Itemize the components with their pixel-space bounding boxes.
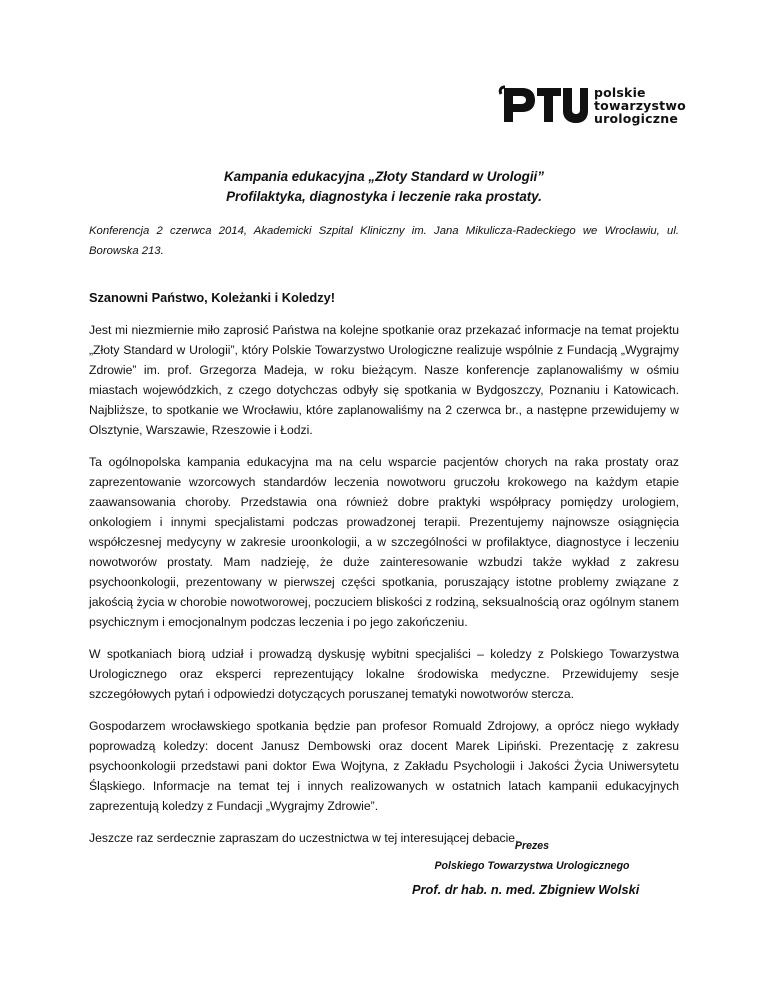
paragraph-4: Gospodarzem wrocławskiego spotkania będzie pan profesor Romuald Zdrojowy, a oprócz niego wykłady poprowadzą koledzy: docent Janusz Dembowski oraz docent Marek Lipiński. Prezentację z zakresu psychoonkologii przedstawi pani doktor Ewa Wojtyna, z Zakładu Psychologii i Jakości Życia Uniwersytetu Śląskiego. Informacje na temat tej i innych realizowanych w ostatnich latach kampanii edukacyjnych zaprezentują koledzy z Fundacji „Wygrajmy Zdrowie”. — [89, 719, 679, 813]
signature-role-title: Prezes — [514, 840, 550, 852]
ptu-logo-mark — [498, 84, 588, 126]
paragraph-2: Ta ogólnopolska kampania edukacyjna ma na celu wsparcie pacjentów chorych na raka prostaty oraz zaprezentowanie wzorcowych standardów leczenia nowotworu gruczołu krokowego na każdym etapie zaawansowania choroby. Przedstawia ona również dobre praktyki współpracy pomiędzy urologiem, onkologiem i innymi specjalistami podczas prowadzonej terapii. Prezentujemy najnowsze osiągnięcia współczesnej medycyny w zakresie uroonkologii, a w szczególności w profilaktyce, diagnostyce i leczeniu nowotworów prostaty. Mam nadzieję, że duże zainteresowanie wzbudzi także wykład z zakresu psychoonkologii, prezentowany w pierwszej części spotkania, poruszający istotne problemy związane z jakością życia w chorobie nowotworowej, poczuciem bliskości z rodziną, seksualnością oraz ogólnym stanem psychicznym i emocjonalnym podczas leczenia i po jego zakończeniu. — [89, 455, 679, 629]
conference-info: Konferencja 2 czerwca 2014, Akademicki Szpital Kliniczny im. Jana Mikulicza-Radeckiego we Wrocławiu, ul. Borowska 213. — [89, 225, 679, 257]
title-line-1: Kampania edukacyjna „Złoty Standard w Urologii” — [224, 169, 544, 184]
greeting: Szanowni Państwo, Koleżanki i Koledzy! — [89, 290, 336, 305]
signature-name: Prof. dr hab. n. med. Zbigniew Wolski — [412, 882, 640, 897]
signature-organization: Polskiego Towarzystwa Urologicznego — [434, 860, 630, 872]
ptu-logo — [498, 84, 686, 126]
ptu-logo-text — [594, 86, 686, 125]
logo-line-2: towarzystwo — [594, 97, 686, 113]
title-line-2: Profilaktyka, diagnostyka i leczenie raka prostaty. — [226, 189, 542, 204]
document-title — [0, 167, 768, 207]
paragraph-1: Jest mi niezmiernie miło zaprosić Państwa na kolejne spotkanie oraz przekazać informacje na temat projektu „Złoty Standard w Urologii”, który Polskie Towarzystwo Urologiczne realizuje wspólnie z Fundacją „Wygrajmy Zdrowie” im. prof. Grzegorza Madeja, w roku bieżącym. Nasze konferencje zaplanowaliśmy w ośmiu miastach wojewódzkich, z czego dotychczas odbyły się spotkania w Bydgoszczy, Poznaniu i Katowicach. Najbliższe, to spotkanie we Wrocławiu, które zaplanowaliśmy na 2 czerwca br., a następne przewidujemy w Olsztynie, Warszawie, Rzeszowie i Łodzi. — [89, 323, 679, 437]
logo-line-1: polskie — [594, 84, 646, 100]
letter-body — [89, 320, 679, 860]
signature-role — [430, 836, 634, 876]
paragraph-5: Jeszcze raz serdecznie zapraszam do uczestnictwa w tej interesującej debacie. — [89, 831, 519, 845]
paragraph-3: W spotkaniach biorą udział i prowadzą dyskusję wybitni specjaliści – koledzy z Polskiego Towarzystwa Urologicznego oraz eksperci reprezentujący lokalne środowiska medyczne. Przewidujemy sesje szczegółowych pytań i odpowiedzi dotyczących poruszanej tematyki nowotworów stercza. — [89, 647, 679, 701]
logo-line-3: urologiczne — [594, 110, 679, 126]
